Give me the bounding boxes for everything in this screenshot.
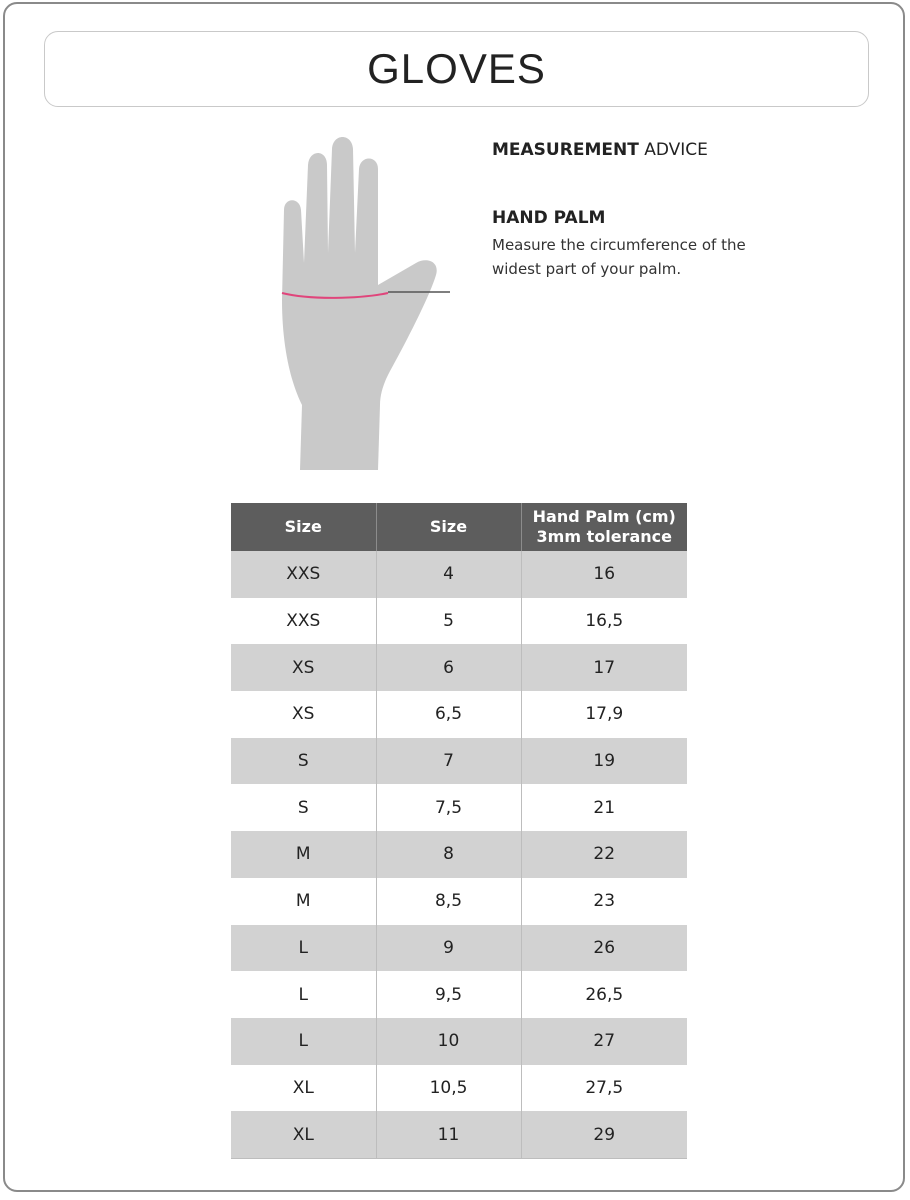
cell-hand-palm: 16,5 bbox=[521, 598, 687, 645]
cell-hand-palm: 29 bbox=[521, 1111, 687, 1158]
cell-size-letter: XXS bbox=[231, 598, 376, 645]
hand-palm-description: Measure the circumference of the widest part of your palm. bbox=[492, 236, 746, 278]
cell-size-letter: M bbox=[231, 878, 376, 925]
page-title: GLOVES bbox=[367, 45, 546, 92]
table-row bbox=[231, 784, 687, 831]
table-row bbox=[231, 925, 687, 972]
cell-size-number: 11 bbox=[376, 1111, 521, 1158]
cell-size-number: 9,5 bbox=[376, 971, 521, 1018]
header-size-number: Size bbox=[376, 503, 521, 551]
cell-size-letter: XXS bbox=[231, 551, 376, 598]
cell-hand-palm: 21 bbox=[521, 784, 687, 831]
hand-palm-title: HAND PALM bbox=[492, 208, 606, 228]
hand-palm-icon bbox=[270, 135, 450, 475]
table-row bbox=[231, 1111, 687, 1158]
table-row bbox=[231, 831, 687, 878]
cell-size-number: 8,5 bbox=[376, 878, 521, 925]
cell-hand-palm: 26,5 bbox=[521, 971, 687, 1018]
table-row bbox=[231, 691, 687, 738]
cell-size-number: 4 bbox=[376, 551, 521, 598]
cell-size-letter: L bbox=[231, 971, 376, 1018]
cell-size-number: 7 bbox=[376, 738, 521, 785]
cell-size-number: 10 bbox=[376, 1018, 521, 1065]
cell-hand-palm: 22 bbox=[521, 831, 687, 878]
cell-size-letter: M bbox=[231, 831, 376, 878]
advice-heading-bold: MEASUREMENT bbox=[492, 140, 639, 160]
table-row bbox=[231, 738, 687, 785]
cell-size-number: 9 bbox=[376, 925, 521, 972]
cell-size-letter: L bbox=[231, 1018, 376, 1065]
cell-hand-palm: 27,5 bbox=[521, 1065, 687, 1112]
header-tolerance-label: 3mm tolerance bbox=[536, 527, 672, 546]
cell-size-letter: XS bbox=[231, 644, 376, 691]
header-hand-palm-label: Hand Palm (cm) bbox=[532, 507, 676, 526]
advice-heading-rest: ADVICE bbox=[644, 140, 708, 160]
cell-hand-palm: 17,9 bbox=[521, 691, 687, 738]
cell-hand-palm: 27 bbox=[521, 1018, 687, 1065]
cell-size-letter: S bbox=[231, 784, 376, 831]
cell-hand-palm: 19 bbox=[521, 738, 687, 785]
cell-size-number: 7,5 bbox=[376, 784, 521, 831]
cell-size-letter: L bbox=[231, 925, 376, 972]
table-row bbox=[231, 598, 687, 645]
cell-hand-palm: 26 bbox=[521, 925, 687, 972]
table-row bbox=[231, 971, 687, 1018]
table-row bbox=[231, 644, 687, 691]
cell-size-letter: XL bbox=[231, 1111, 376, 1158]
cell-size-number: 10,5 bbox=[376, 1065, 521, 1112]
cell-size-letter: XS bbox=[231, 691, 376, 738]
title-box bbox=[44, 31, 869, 107]
table-row bbox=[231, 551, 687, 598]
table-row bbox=[231, 1018, 687, 1065]
cell-size-number: 6 bbox=[376, 644, 521, 691]
table-header-row bbox=[231, 503, 687, 551]
table-row bbox=[231, 1065, 687, 1112]
cell-size-letter: XL bbox=[231, 1065, 376, 1112]
cell-size-number: 8 bbox=[376, 831, 521, 878]
cell-size-number: 5 bbox=[376, 598, 521, 645]
cell-hand-palm: 23 bbox=[521, 878, 687, 925]
header-hand-palm bbox=[521, 503, 687, 551]
table-row bbox=[231, 878, 687, 925]
size-table bbox=[231, 503, 687, 1159]
cell-size-letter: S bbox=[231, 738, 376, 785]
cell-size-number: 6,5 bbox=[376, 691, 521, 738]
header-size-letter: Size bbox=[231, 503, 376, 551]
measurement-advice-heading bbox=[492, 140, 708, 160]
hand-shape bbox=[282, 137, 437, 470]
cell-hand-palm: 17 bbox=[521, 644, 687, 691]
cell-hand-palm: 16 bbox=[521, 551, 687, 598]
